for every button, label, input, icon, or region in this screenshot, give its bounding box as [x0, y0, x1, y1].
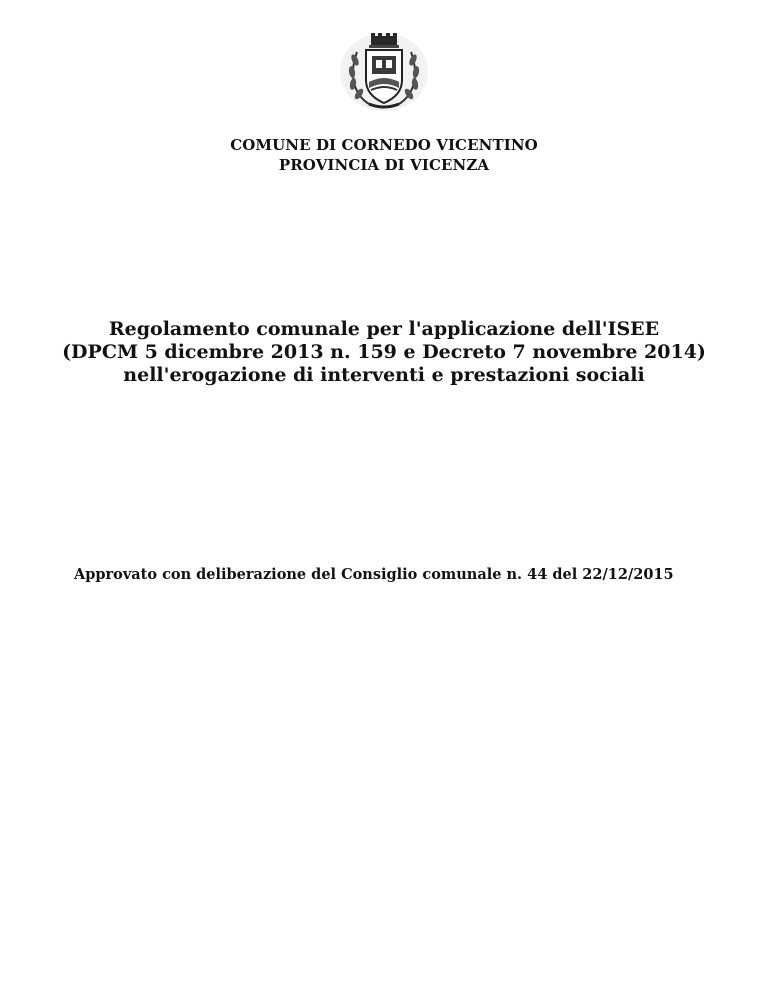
municipality-heading	[0, 135, 768, 175]
municipality-name: COMUNE DI CORNEDO VICENTINO	[230, 136, 538, 154]
title-line-3: nell'erogazione di interventi e prestazioni sociali	[123, 364, 645, 386]
title-line-2: (DPCM 5 dicembre 2013 n. 159 e Decreto 7 novembre 2014)	[62, 341, 706, 363]
approval-statement: Approvato con deliberazione del Consiglio comunale n. 44 del 22/12/2015	[74, 566, 674, 583]
province-name: PROVINCIA DI VICENZA	[278, 156, 490, 174]
coat-of-arms-icon	[339, 32, 429, 112]
document-title	[0, 318, 768, 387]
title-line-1: Regolamento comunale per l'applicazione dell'ISEE	[108, 318, 660, 340]
